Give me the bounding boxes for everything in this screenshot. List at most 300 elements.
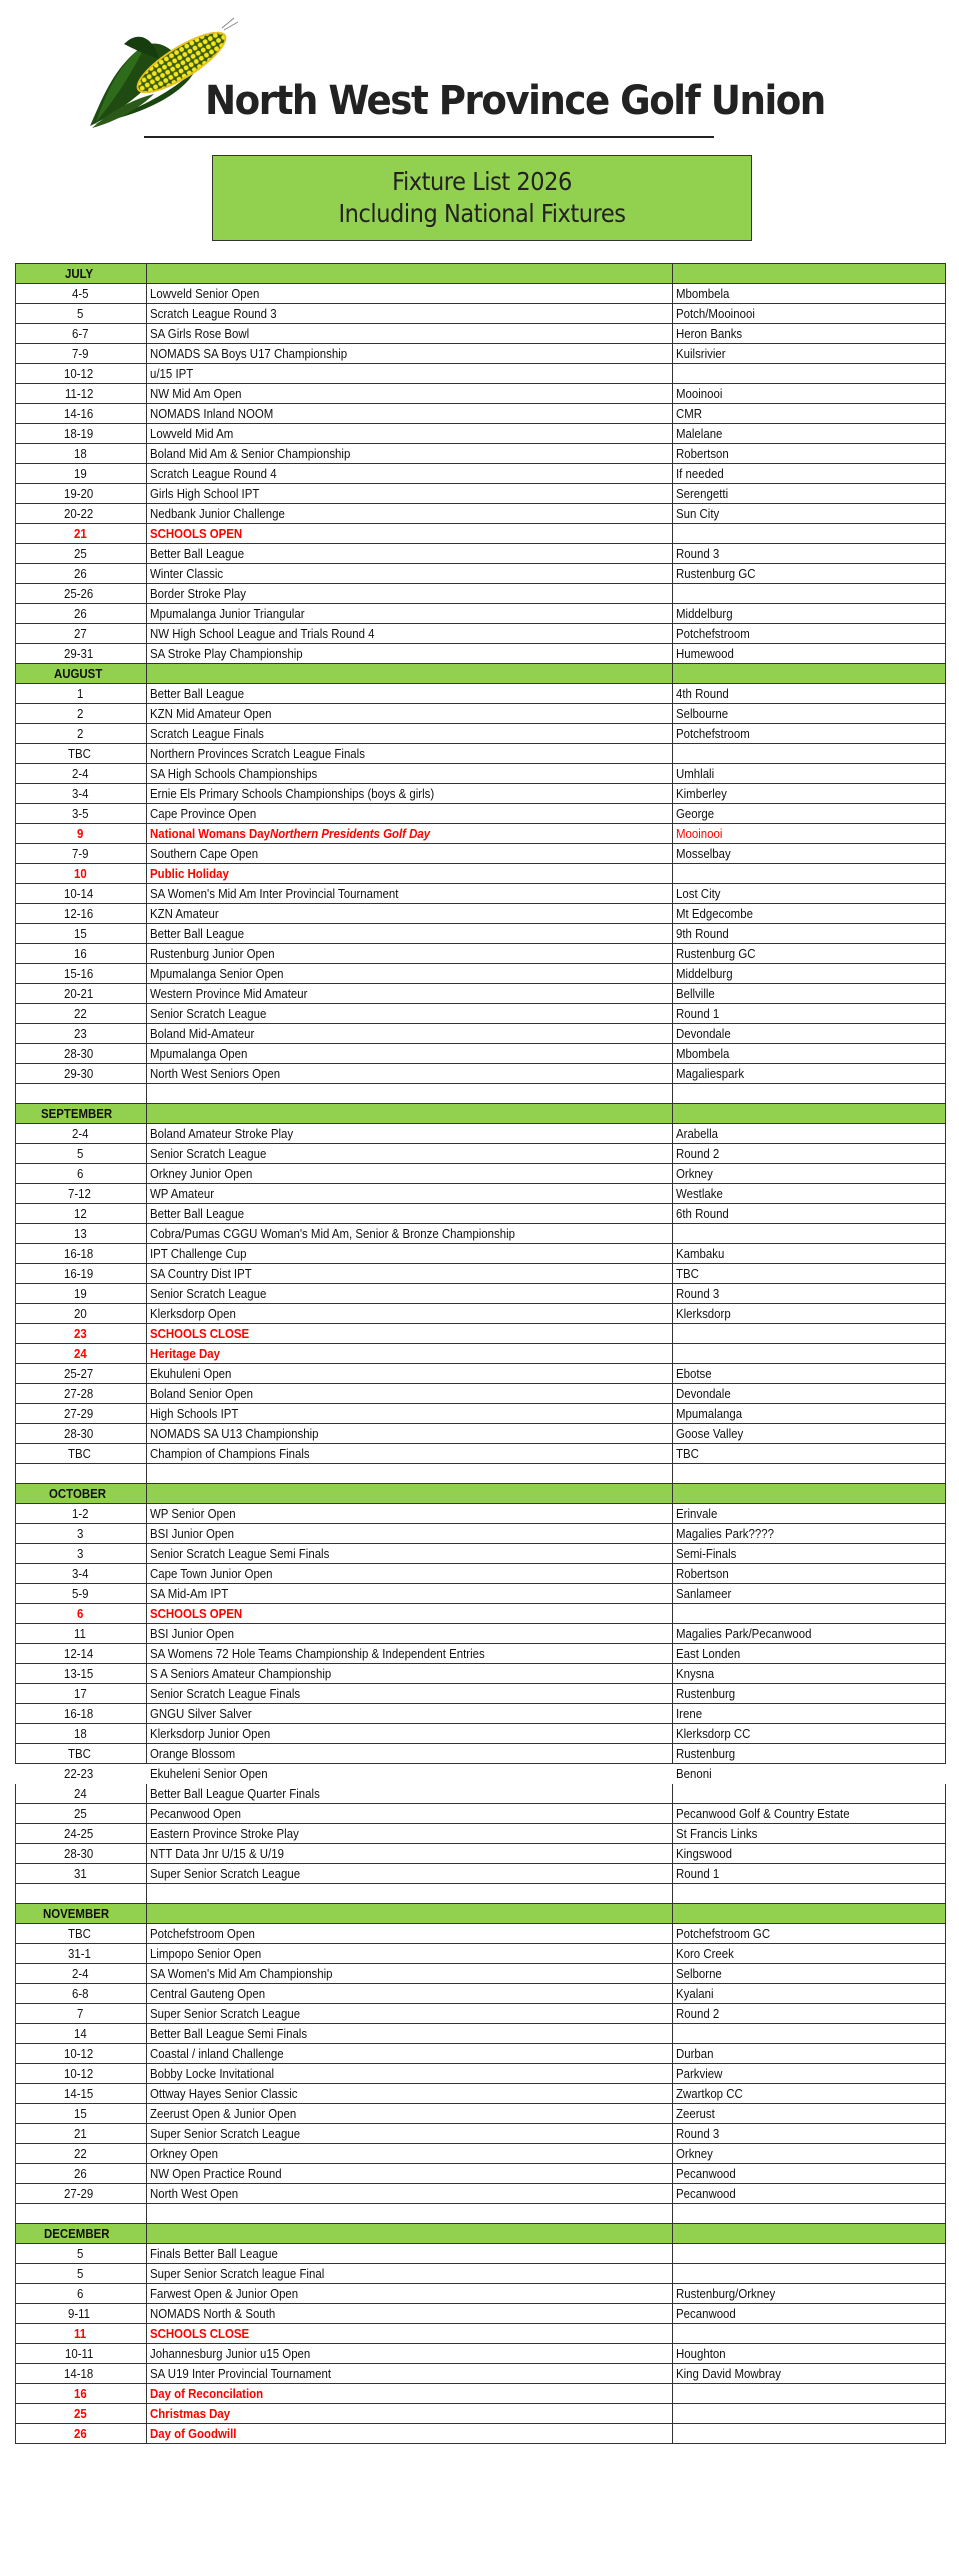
fixture-event xyxy=(147,604,673,624)
fixture-event-italic: Northern Presidents Golf Day xyxy=(269,826,431,841)
fixture-date xyxy=(16,884,147,904)
fixture-date xyxy=(16,864,147,884)
fixture-row xyxy=(16,584,946,604)
fixture-venue-text: Potchefstroom GC xyxy=(676,1926,771,1941)
header-divider xyxy=(144,136,714,138)
fixture-venue-text: Kambaku xyxy=(676,1246,725,1261)
fixture-event xyxy=(147,1724,673,1744)
fixture-venue xyxy=(673,2004,946,2024)
fixture-date xyxy=(16,804,147,824)
month-name-text: NOVEMBER xyxy=(43,1906,110,1921)
fixture-date xyxy=(16,1204,147,1224)
fixture-event xyxy=(147,1664,673,1684)
fixture-venue xyxy=(673,1764,946,1784)
fixture-event xyxy=(147,884,673,904)
fixture-date xyxy=(16,1184,147,1204)
fixture-event xyxy=(147,2424,673,2444)
fixture-date-text: 29-30 xyxy=(64,1066,94,1081)
fixture-date xyxy=(16,1984,147,2004)
month-name-text: AUGUST xyxy=(53,666,102,681)
fixture-date xyxy=(16,984,147,1004)
fixture-venue xyxy=(673,1864,946,1884)
holiday-row xyxy=(16,2424,946,2444)
fixture-date xyxy=(16,1924,147,1944)
fixture-row xyxy=(16,384,946,404)
fixture-date xyxy=(16,824,147,844)
fixture-venue xyxy=(673,2344,946,2364)
fixture-date-text: 16 xyxy=(73,946,87,961)
fixture-event xyxy=(147,464,673,484)
fixture-event-text: SCHOOLS CLOSE xyxy=(150,1326,250,1341)
fixture-event xyxy=(147,684,673,704)
fixture-venue xyxy=(673,1884,946,1904)
fixture-event xyxy=(147,2044,673,2064)
fixture-row xyxy=(16,1824,946,1844)
fixture-event-text: Pecanwood Open xyxy=(150,1806,241,1821)
fixture-venue-text: Devondale xyxy=(676,1386,731,1401)
fixture-event-text: Potchefstroom Open xyxy=(150,1926,255,1941)
fixture-row xyxy=(16,1584,946,1604)
fixture-venue xyxy=(673,524,946,544)
fixture-event xyxy=(147,2344,673,2364)
fixture-date-text: 19-20 xyxy=(64,486,94,501)
fixture-row xyxy=(16,504,946,524)
fixture-event-text: Mpumalanga Junior Triangular xyxy=(150,606,305,621)
fixture-venue xyxy=(673,2184,946,2204)
fixture-venue-text: Selbourne xyxy=(676,706,729,721)
fixture-date xyxy=(16,1684,147,1704)
fixture-event xyxy=(147,1544,673,1564)
fixture-event xyxy=(147,1224,673,1244)
fixture-row xyxy=(16,1004,946,1024)
fixture-date xyxy=(16,924,147,944)
fixture-date-text: 3-4 xyxy=(71,1566,89,1581)
fixture-venue-text: CMR xyxy=(676,406,703,421)
fixture-venue-text: Round 2 xyxy=(676,1146,720,1161)
fixture-event xyxy=(147,1884,673,1904)
fixture-date-text: 21 xyxy=(73,526,87,541)
fixture-venue xyxy=(673,284,946,304)
fixture-event xyxy=(147,1764,673,1784)
fixture-date xyxy=(16,1024,147,1044)
fixture-row xyxy=(16,2124,946,2144)
fixture-event xyxy=(147,1404,673,1424)
fixture-venue xyxy=(673,1964,946,1984)
fixture-event xyxy=(147,364,673,384)
fixture-date-text: 24-25 xyxy=(64,1826,94,1841)
fixture-date xyxy=(16,1744,147,1764)
fixture-event xyxy=(147,1684,673,1704)
fixture-event-text: Northern Provinces Scratch League Finals xyxy=(150,746,365,761)
fixture-event-text: Better Ball League xyxy=(150,926,245,941)
fixture-venue-text: Sanlameer xyxy=(676,1586,732,1601)
fixture-venue-text: Koro Creek xyxy=(676,1946,734,1961)
fixture-date-text: 27 xyxy=(73,626,87,641)
fixture-venue xyxy=(673,924,946,944)
fixture-venue xyxy=(673,1944,946,1964)
fixture-event xyxy=(147,1644,673,1664)
fixture-row xyxy=(16,844,946,864)
fixture-event-text: BSI Junior Open xyxy=(150,1626,234,1641)
fixture-date-text: 14-18 xyxy=(64,2366,94,2381)
fixture-date-text: 2 xyxy=(77,706,84,721)
fixture-venue xyxy=(673,604,946,624)
fixture-event-text: Super Senior Scratch League xyxy=(150,2126,301,2141)
fixture-date xyxy=(16,644,147,664)
fixture-date-text: 7-12 xyxy=(67,1186,91,1201)
fixture-date xyxy=(16,1364,147,1384)
fixture-venue-text: TBC xyxy=(676,1446,699,1461)
fixture-row xyxy=(16,1524,946,1544)
fixture-venue-text: Round 1 xyxy=(676,1006,720,1021)
fixture-venue xyxy=(673,1284,946,1304)
fixture-venue-text: Irene xyxy=(676,1706,703,1721)
fixture-event xyxy=(147,1244,673,1264)
fixture-event-text: SCHOOLS OPEN xyxy=(150,1606,243,1621)
fixture-row xyxy=(16,2364,946,2384)
fixture-row xyxy=(16,2284,946,2304)
fixture-row xyxy=(16,1984,946,2004)
fixture-venue-text: Klerksdorp CC xyxy=(676,1726,751,1741)
fixture-venue xyxy=(673,884,946,904)
fixture-event xyxy=(147,804,673,824)
fixture-event xyxy=(147,524,673,544)
fixture-row xyxy=(16,1064,946,1084)
fixture-row xyxy=(16,364,946,384)
fixture-venue xyxy=(673,944,946,964)
fixture-date-text: 4-5 xyxy=(71,286,89,301)
fixture-date-text: 13 xyxy=(73,1226,87,1241)
fixture-date-text: 15 xyxy=(73,2106,87,2121)
fixture-date xyxy=(16,2404,147,2424)
fixture-venue xyxy=(673,1624,946,1644)
fixture-event xyxy=(147,2324,673,2344)
fixture-row xyxy=(16,784,946,804)
spacer-row xyxy=(16,1884,946,1904)
fixture-date-text: 10-12 xyxy=(64,2066,94,2081)
month-name-text: JULY xyxy=(64,266,94,281)
fixture-date-text: 10-11 xyxy=(64,2346,94,2361)
fixture-row xyxy=(16,884,946,904)
fixture-date xyxy=(16,2024,147,2044)
fixture-venue xyxy=(673,684,946,704)
fixture-event xyxy=(147,1504,673,1524)
fixture-venue xyxy=(673,484,946,504)
fixture-date xyxy=(16,2384,147,2404)
fixture-row xyxy=(16,1844,946,1864)
month-header-blank xyxy=(147,2224,673,2244)
fixture-date xyxy=(16,1624,147,1644)
fixture-date-text: 3 xyxy=(77,1526,84,1541)
fixture-venue xyxy=(673,1584,946,1604)
fixture-date-text: TBC xyxy=(68,1446,91,1461)
fixture-event-text: Southern Cape Open xyxy=(150,846,259,861)
fixture-event-text: Ernie Els Primary Schools Championships (boys & girls) xyxy=(150,786,435,801)
fixture-date xyxy=(16,2244,147,2264)
fixture-event xyxy=(147,1804,673,1824)
fixture-date xyxy=(16,1504,147,1524)
fixture-venue xyxy=(673,1504,946,1524)
fixture-event-text: SA Mid-Am IPT xyxy=(150,1586,229,1601)
fixture-date-text: 6-8 xyxy=(71,1986,89,2001)
fixture-date xyxy=(16,904,147,924)
fixture-event-text: Better Ball League Quarter Finals xyxy=(150,1786,320,1801)
fixture-row xyxy=(16,1764,946,1784)
fixture-venue xyxy=(673,2064,946,2084)
fixture-venue-text: Middelburg xyxy=(676,966,733,981)
fixture-date xyxy=(16,2344,147,2364)
fixture-row xyxy=(16,624,946,644)
fixture-row xyxy=(16,904,946,924)
fixture-event xyxy=(147,1004,673,1024)
fixture-event xyxy=(147,2124,673,2144)
fixture-event xyxy=(147,1324,673,1344)
fixture-event-text: Orkney Junior Open xyxy=(150,1166,253,1181)
fixture-date-text: 11 xyxy=(74,1626,87,1641)
fixture-venue-text: Robertson xyxy=(676,446,729,461)
fixture-venue-text: Round 3 xyxy=(676,546,720,561)
fixture-event-text: Super Senior Scratch League xyxy=(150,1866,301,1881)
fixture-venue-text: Pecanwood xyxy=(676,2306,736,2321)
fixture-event-text: Limpopo Senior Open xyxy=(150,1946,262,1961)
fixture-date xyxy=(16,2184,147,2204)
fixture-date-text: 28-30 xyxy=(64,1426,94,1441)
fixture-venue xyxy=(673,584,946,604)
fixture-event xyxy=(147,384,673,404)
fixture-row xyxy=(16,1144,946,1164)
fixture-event-text: GNGU Silver Salver xyxy=(150,1706,252,1721)
fixture-row xyxy=(16,1184,946,1204)
fixture-event-text: SCHOOLS CLOSE xyxy=(150,2326,250,2341)
fixture-venue xyxy=(673,1024,946,1044)
fixture-event-text: Orkney Open xyxy=(150,2146,219,2161)
fixture-date-text: 26 xyxy=(73,2166,87,2181)
fixture-event-text: KZN Amateur xyxy=(150,906,219,921)
fixture-row xyxy=(16,444,946,464)
fixture-date-text: 10-14 xyxy=(64,886,94,901)
fixture-event-text: u/15 IPT xyxy=(150,366,194,381)
fixture-event-text: SA Country Dist IPT xyxy=(150,1266,252,1281)
fixture-date xyxy=(16,784,147,804)
fixture-date xyxy=(16,2124,147,2144)
fixture-event xyxy=(147,1424,673,1444)
fixture-date-text: 16-19 xyxy=(64,1266,94,1281)
fixture-venue xyxy=(673,2164,946,2184)
fixture-event xyxy=(147,284,673,304)
fixture-date-text: TBC xyxy=(68,1926,91,1941)
fixture-venue xyxy=(673,1364,946,1384)
fixture-event-text: SA Women's Mid Am Inter Provincial Tournament xyxy=(150,886,399,901)
fixture-row xyxy=(16,424,946,444)
fixture-date-text: 7-9 xyxy=(71,846,89,861)
fixture-venue-text: Westlake xyxy=(676,1186,723,1201)
fixture-row xyxy=(16,1544,946,1564)
fixture-venue-text: Rustenburg GC xyxy=(676,946,756,961)
fixture-row xyxy=(16,2004,946,2024)
fixture-date xyxy=(16,424,147,444)
fixture-date xyxy=(16,2064,147,2084)
fixture-date-text: 10-12 xyxy=(64,2046,94,2061)
fixture-date-text: 20-22 xyxy=(64,506,94,521)
fixture-venue xyxy=(673,2024,946,2044)
fixture-date xyxy=(16,624,147,644)
fixture-date-text: 25 xyxy=(73,546,87,561)
fixture-venue xyxy=(673,1784,946,1804)
fixture-venue xyxy=(673,1184,946,1204)
fixture-row xyxy=(16,2184,946,2204)
fixture-event xyxy=(147,544,673,564)
fixture-event xyxy=(147,824,673,844)
month-header-row xyxy=(16,2224,946,2244)
fixture-date xyxy=(16,1564,147,1584)
fixture-venue xyxy=(673,844,946,864)
fixture-event xyxy=(147,2304,673,2324)
fixture-event xyxy=(147,2404,673,2424)
fixture-venue xyxy=(673,2384,946,2404)
fixture-date-text: 18 xyxy=(73,1726,87,1741)
holiday-row xyxy=(16,524,946,544)
fixture-venue-text: Sun City xyxy=(676,506,720,521)
spacer-row xyxy=(16,1464,946,1484)
fixture-venue-text: Magalies Park/Pecanwood xyxy=(676,1626,812,1641)
title-line-2: Including National Fixtures xyxy=(338,199,626,228)
fixture-event-text: Orange Blossom xyxy=(150,1746,236,1761)
fixture-event-text: WP Senior Open xyxy=(150,1506,236,1521)
fixture-venue xyxy=(673,964,946,984)
fixture-row xyxy=(16,744,946,764)
fixture-event xyxy=(147,924,673,944)
fixture-venue-text: Potchefstroom xyxy=(676,726,750,741)
fixture-row xyxy=(16,2344,946,2364)
fixture-table xyxy=(15,263,946,2444)
fixture-venue xyxy=(673,1744,946,1764)
fixture-venue xyxy=(673,1144,946,1164)
title-line-1: Fixture List 2026 xyxy=(392,167,572,196)
fixture-row xyxy=(16,1024,946,1044)
fixture-venue xyxy=(673,1404,946,1424)
fixture-event-text: Klerksdorp Open xyxy=(150,1306,236,1321)
page-header xyxy=(0,0,959,255)
fixture-event xyxy=(147,2024,673,2044)
fixture-event xyxy=(147,1064,673,1084)
fixture-row xyxy=(16,1364,946,1384)
fixture-date-text: 1 xyxy=(77,686,84,701)
fixture-venue xyxy=(673,564,946,584)
fixture-date xyxy=(16,2424,147,2444)
fixture-event-text: NTT Data Jnr U/15 & U/19 xyxy=(150,1846,284,1861)
fixture-event xyxy=(147,1044,673,1064)
holiday-row xyxy=(16,864,946,884)
fixture-venue xyxy=(673,464,946,484)
fixture-date-text: 28-30 xyxy=(64,1846,94,1861)
fixture-date xyxy=(16,1884,147,1904)
fixture-event-text: SA Stroke Play Championship xyxy=(150,646,303,661)
fixture-event xyxy=(147,1784,673,1804)
fixture-date-text: 2-4 xyxy=(71,1966,89,1981)
fixture-date-text: 5 xyxy=(77,2266,84,2281)
fixture-date xyxy=(16,364,147,384)
fixture-venue xyxy=(673,1824,946,1844)
fixture-venue xyxy=(673,1164,946,1184)
fixture-row xyxy=(16,2104,946,2124)
fixture-venue xyxy=(673,2204,946,2224)
fixture-row xyxy=(16,2044,946,2064)
fixture-date xyxy=(16,1844,147,1864)
fixture-date xyxy=(16,2304,147,2324)
fixture-event-text: Super Senior Scratch league Final xyxy=(150,2266,325,2281)
fixture-row xyxy=(16,544,946,564)
fixture-event-text: Scratch League Finals xyxy=(150,726,264,741)
month-header-blank xyxy=(147,664,673,684)
fixture-venue-text: Round 3 xyxy=(676,1286,720,1301)
fixture-event-text: Senior Scratch League Semi Finals xyxy=(150,1546,330,1561)
fixture-venue xyxy=(673,1984,946,2004)
fixture-event xyxy=(147,324,673,344)
fixture-venue xyxy=(673,784,946,804)
fixture-event xyxy=(147,2104,673,2124)
fixture-event xyxy=(147,564,673,584)
month-name-text: DECEMBER xyxy=(43,2226,110,2241)
fixture-date xyxy=(16,464,147,484)
fixture-venue xyxy=(673,1544,946,1564)
fixture-event-text: SA U19 Inter Provincial Tournament xyxy=(150,2366,332,2381)
month-header-blank xyxy=(147,264,673,284)
fixture-row xyxy=(16,1964,946,1984)
fixture-venue xyxy=(673,2084,946,2104)
fixture-event-text: Zeerust Open & Junior Open xyxy=(150,2106,297,2121)
fixture-venue-text: Rustenburg/Orkney xyxy=(676,2286,776,2301)
fixture-row xyxy=(16,1704,946,1724)
fixture-venue xyxy=(673,804,946,824)
fixture-venue xyxy=(673,2324,946,2344)
fixture-event-text: Day of Reconcilation xyxy=(150,2386,264,2401)
fixture-event-text: Public Holiday xyxy=(150,866,229,881)
fixture-event xyxy=(147,1444,673,1464)
fixture-row xyxy=(16,984,946,1004)
fixture-event xyxy=(147,1364,673,1384)
fixture-event-text: Boland Amateur Stroke Play xyxy=(150,1126,294,1141)
fixture-date xyxy=(16,544,147,564)
fixture-venue-text: Zeerust xyxy=(676,2106,715,2121)
fixture-event xyxy=(147,1584,673,1604)
fixture-row xyxy=(16,1164,946,1184)
fixture-event xyxy=(147,584,673,604)
fixture-row xyxy=(16,484,946,504)
fixture-venue-text: Orkney xyxy=(676,2146,713,2161)
fixture-date xyxy=(16,744,147,764)
fixture-date xyxy=(16,304,147,324)
fixture-row xyxy=(16,344,946,364)
fixture-row xyxy=(16,1784,946,1804)
fixture-event-text: Cape Town Junior Open xyxy=(150,1566,273,1581)
month-header-row xyxy=(16,1904,946,1924)
fixture-event-text: NOMADS SA U13 Championship xyxy=(150,1426,319,1441)
fixture-venue-text: Round 3 xyxy=(676,2126,720,2141)
fixture-venue-text: Mbombela xyxy=(676,1046,730,1061)
fixture-event xyxy=(147,2264,673,2284)
fixture-date-text: 5 xyxy=(77,1146,84,1161)
month-header-blank xyxy=(147,1904,673,1924)
fixture-venue xyxy=(673,1464,946,1484)
fixture-event-text: NW Mid Am Open xyxy=(150,386,242,401)
fixture-date-text: 1-2 xyxy=(71,1506,89,1521)
fixture-event xyxy=(147,784,673,804)
fixture-event xyxy=(147,304,673,324)
fixture-venue xyxy=(673,364,946,384)
month-name xyxy=(16,1904,147,1924)
fixture-venue xyxy=(673,1324,946,1344)
fixture-venue-text: Parkview xyxy=(676,2066,723,2081)
